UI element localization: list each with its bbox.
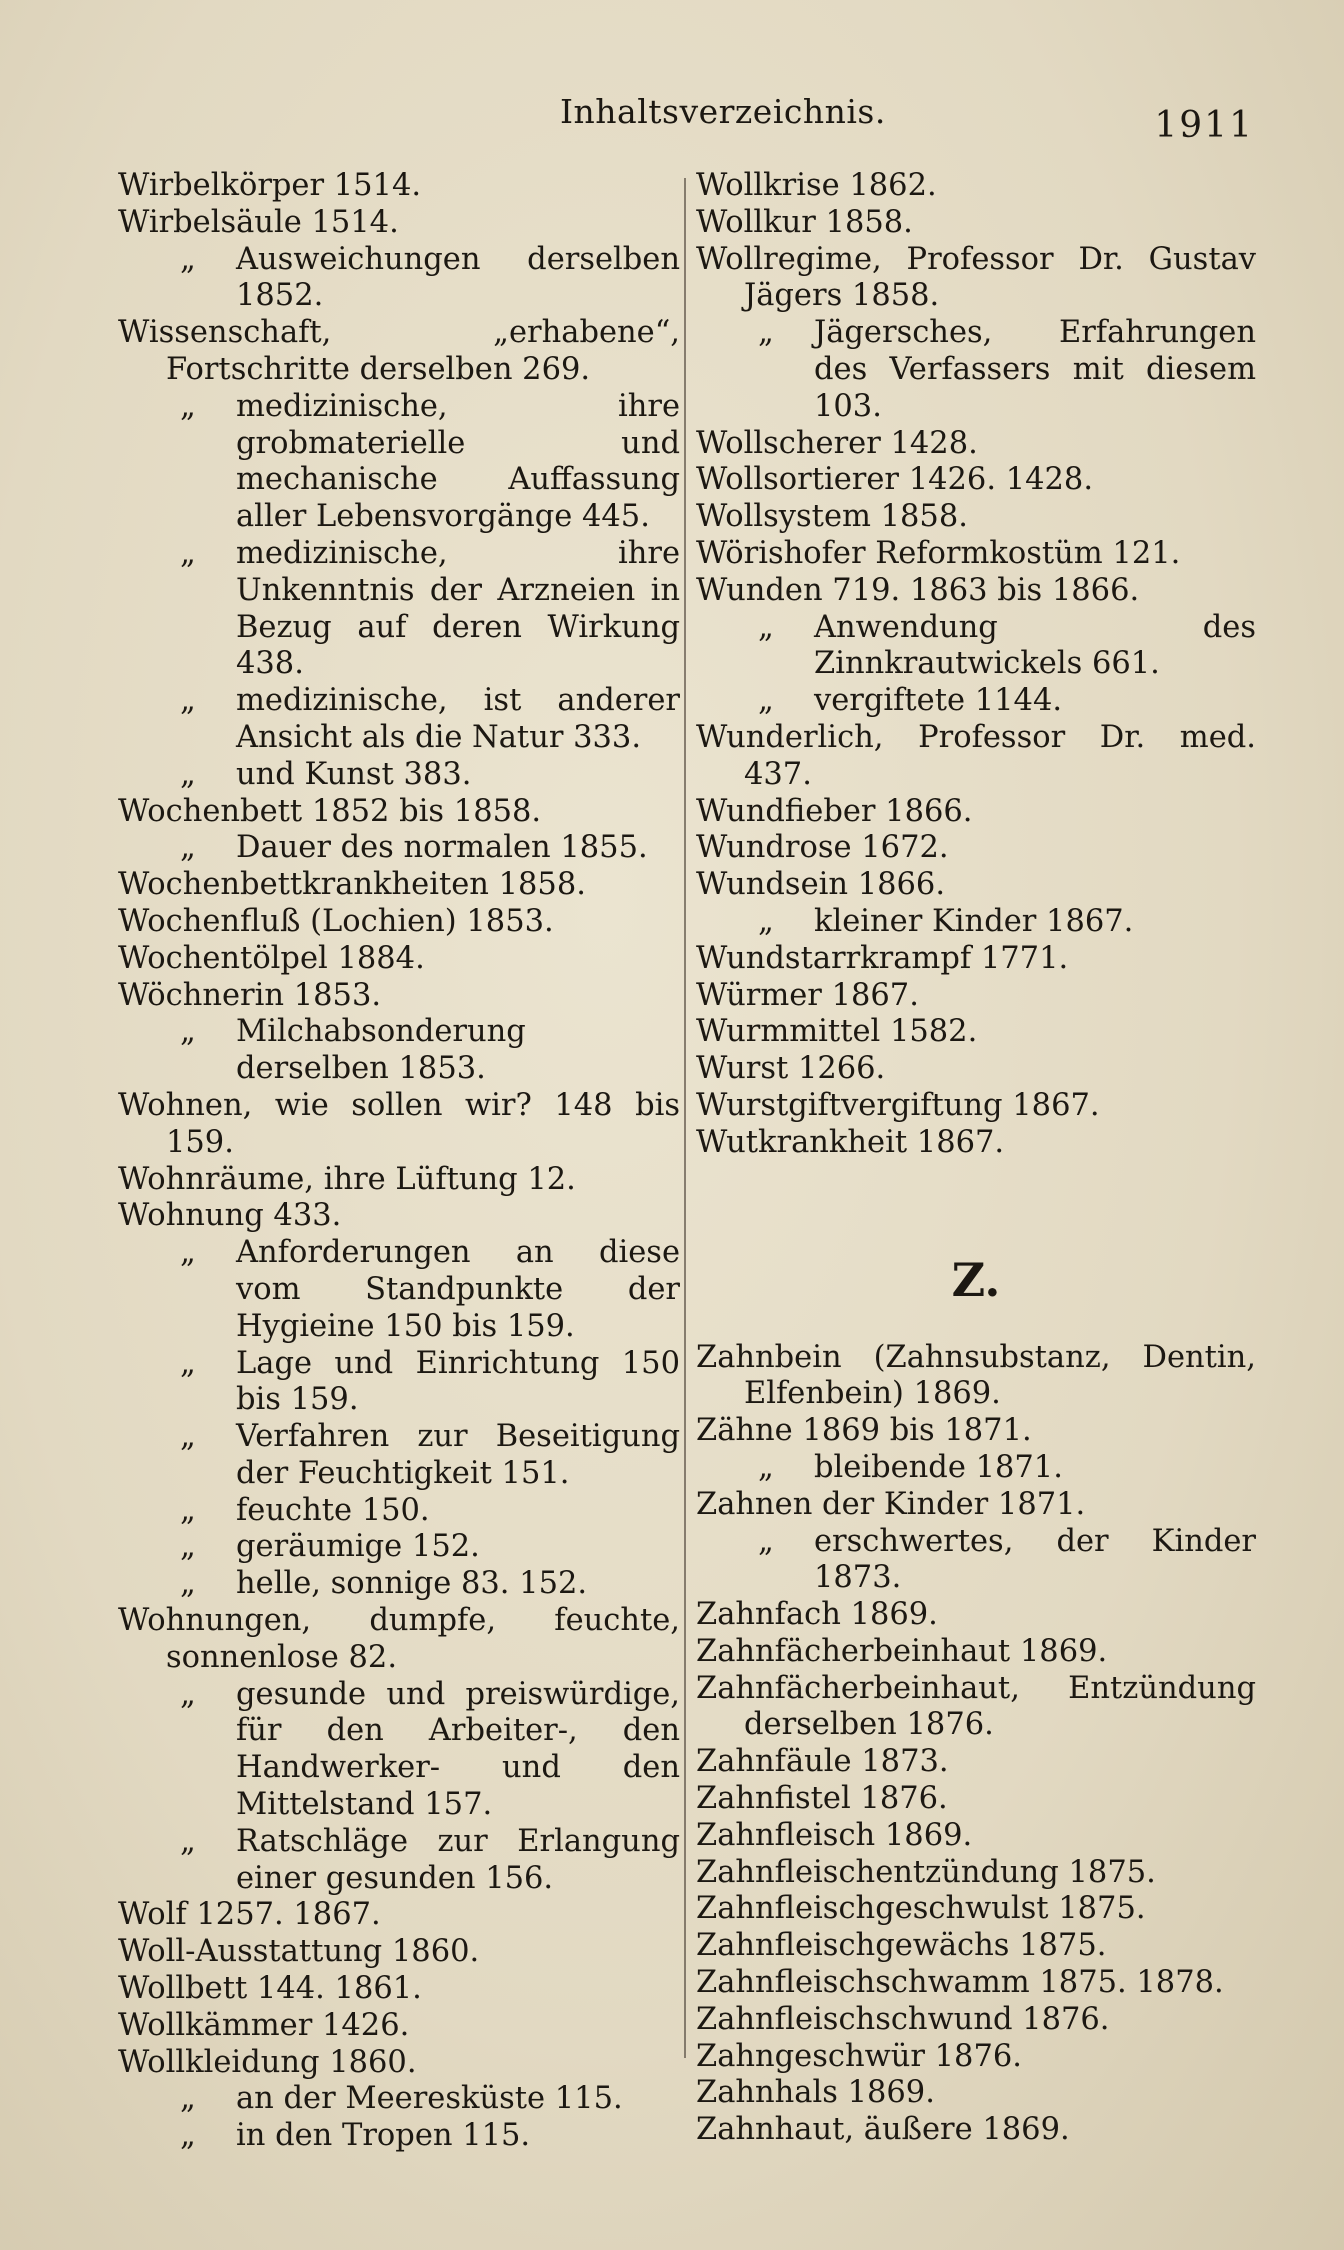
- index-subentry: „ Ratschläge zur Erlangung einer gesunden 156.: [118, 1824, 680, 1898]
- index-entry: Wundsein 1866.: [696, 867, 946, 903]
- index-entry: Woll-Ausstattung 1860.: [118, 1934, 480, 1970]
- index-entry: Wissenschaft, „erhabene“, Fortschritte derselben 269.: [118, 315, 680, 387]
- index-subentry: „ Dauer des normalen 1855.: [118, 830, 680, 867]
- index-entry: Wohnen, wie sollen wir? 148 bis 159.: [118, 1087, 680, 1160]
- index-entry: Wochenbett 1852 bis 1858.: [118, 793, 542, 829]
- index-subentry: „ medizinische, ist anderer Ansicht als die Natur 333.: [118, 683, 680, 757]
- index-entry: Wunden 719. 1863 bis 1866.: [696, 572, 1140, 608]
- index-subentry: „ medizinische, ihre grobmaterielle und mechanische Auffassung aller Lebensvorgänge 445.: [118, 389, 680, 536]
- index-entry: Wollscherer 1428.: [696, 425, 978, 461]
- index-subentry: „ vergiftete 1144.: [696, 683, 1256, 720]
- index-entry: Wolf 1257. 1867.: [118, 1897, 381, 1933]
- index-entry: Zahnfächerbeinhaut 1869.: [696, 1633, 1108, 1669]
- index-entry: Wollkrise 1862.: [696, 168, 937, 203]
- index-section-z: [696, 1340, 1256, 2150]
- index-subentry: „ gesunde und preiswürdige, für den Arbeiter-, den Handwerker- und den Mittelstand 157.: [118, 1677, 680, 1824]
- index-entry: Zähne 1869 bis 1871.: [696, 1413, 1032, 1449]
- index-entry: Wunderlich, Professor Dr. med. 437.: [696, 719, 1256, 792]
- index-entry: Wollregime, Professor Dr. Gustav Jägers 1858.: [696, 241, 1256, 314]
- index-entry: Zahnfistel 1876.: [696, 1781, 948, 1817]
- section-letter-heading: Z.: [951, 1252, 1001, 1307]
- index-entry: Wollkleidung 1860.: [118, 2044, 417, 2080]
- index-entry: Zahnen der Kinder 1871.: [696, 1486, 1086, 1522]
- index-subentry: „ medizinische, ihre Unkenntnis der Arzneien in Bezug auf deren Wirkung 438.: [118, 536, 680, 683]
- index-subentry: „ geräumige 152.: [118, 1529, 680, 1566]
- index-entry: Wurst 1266.: [696, 1051, 886, 1087]
- index-entry: Würmer 1867.: [696, 977, 919, 1013]
- index-subentry: „ feuchte 150.: [118, 1493, 680, 1530]
- index-entry: Wurstgiftvergiftung 1867.: [696, 1087, 1100, 1123]
- index-column-left: [118, 168, 680, 2155]
- index-entry: Wirbelsäule 1514.: [118, 204, 399, 240]
- page-header-title: Inhaltsverzeichnis.: [560, 92, 886, 131]
- index-entry: Zahnfleischgeschwulst 1875.: [696, 1891, 1146, 1927]
- index-entry: Zahnfleischgewächs 1875.: [696, 1928, 1107, 1964]
- index-entry: Wollbett 144. 1861.: [118, 1971, 422, 2007]
- index-entry: Zahnfleischschwamm 1875. 1878.: [696, 1965, 1224, 2001]
- index-entry: Wochenfluß (Lochien) 1853.: [118, 903, 554, 939]
- index-entry: Wöchnerin 1853.: [118, 977, 382, 1013]
- index-entry: Zahnfach 1869.: [696, 1597, 938, 1633]
- index-entry: Wochenbettkrankheiten 1858.: [118, 867, 586, 903]
- index-entry: Wochentölpel 1884.: [118, 940, 425, 976]
- index-subentry: „ Ausweichungen derselben 1852.: [118, 242, 680, 316]
- index-entry: Zahnfäule 1873.: [696, 1744, 949, 1780]
- index-entry: Wollsortierer 1426. 1428.: [696, 462, 1094, 498]
- index-entry: Zahnfleischentzündung 1875.: [696, 1854, 1156, 1890]
- index-subentry: „ Verfahren zur Beseitigung der Feuchtigkeit 151.: [118, 1419, 680, 1493]
- index-subentry: „ an der Meeresküste 115.: [118, 2081, 680, 2118]
- index-subentry: „ Milchabsonderung derselben 1853.: [118, 1014, 680, 1088]
- page-number: 1911: [1154, 105, 1254, 146]
- index-entry: Wohnräume, ihre Lüftung 12.: [118, 1161, 576, 1197]
- index-entry: Zahnhals 1869.: [696, 2075, 935, 2111]
- index-subentry: „ Jägersches, Erfahrungen des Verfassers mit diesem 103.: [696, 315, 1256, 425]
- index-subentry: „ Lage und Einrichtung 150 bis 159.: [118, 1346, 680, 1420]
- index-entry: Wurmmittel 1582.: [696, 1014, 978, 1050]
- index-section-w-continued: [696, 168, 1256, 1162]
- index-subentry: „ in den Tropen 115.: [118, 2118, 680, 2155]
- index-entry: Wundfieber 1866.: [696, 793, 973, 829]
- index-entry: Zahnfächerbeinhaut, Entzündung derselben 1876.: [696, 1670, 1256, 1743]
- index-subentry: „ erschwertes, der Kinder 1873.: [696, 1524, 1256, 1598]
- index-entry: Wutkrankheit 1867.: [696, 1124, 1005, 1160]
- index-entry: Wundrose 1672.: [696, 830, 949, 866]
- index-entry: Zahnhaut, äußere 1869.: [696, 2112, 1070, 2148]
- index-entry: Wollkämmer 1426.: [118, 2007, 410, 2043]
- index-entry: Wundstarrkrampf 1771.: [696, 940, 1069, 976]
- index-subentry: „ helle, sonnige 83. 152.: [118, 1566, 680, 1603]
- index-entry: Wörishofer Reformkostüm 121.: [696, 535, 1181, 571]
- index-entry: Wohnungen, dumpfe, feuchte, sonnenlose 82.: [118, 1603, 680, 1675]
- index-column-right: [696, 168, 1256, 2149]
- column-divider: [684, 178, 686, 2058]
- index-entry: Zahngeschwür 1876.: [696, 2038, 1022, 2074]
- index-subentry: „ bleibende 1871.: [696, 1450, 1256, 1487]
- index-entry: Zahnbein (Zahnsubstanz, Dentin, Elfenbein) 1869.: [696, 1339, 1256, 1412]
- index-entry: Wirbelkörper 1514.: [118, 168, 422, 203]
- index-entry: Wollkur 1858.: [696, 204, 913, 240]
- index-subentry: „ Anwendung des Zinnkrautwickels 661.: [696, 610, 1256, 684]
- index-subentry: „ kleiner Kinder 1867.: [696, 904, 1256, 941]
- index-entry: Zahnfleisch 1869.: [696, 1817, 973, 1853]
- index-entry: Wollsystem 1858.: [696, 499, 968, 535]
- index-subentry: „ Anforderungen an diese vom Standpunkte der Hygieine 150 bis 159.: [118, 1235, 680, 1345]
- index-subentry: „ und Kunst 383.: [118, 757, 680, 794]
- index-entry: Zahnfleischschwund 1876.: [696, 2001, 1110, 2037]
- index-entry: Wohnung 433.: [118, 1198, 342, 1234]
